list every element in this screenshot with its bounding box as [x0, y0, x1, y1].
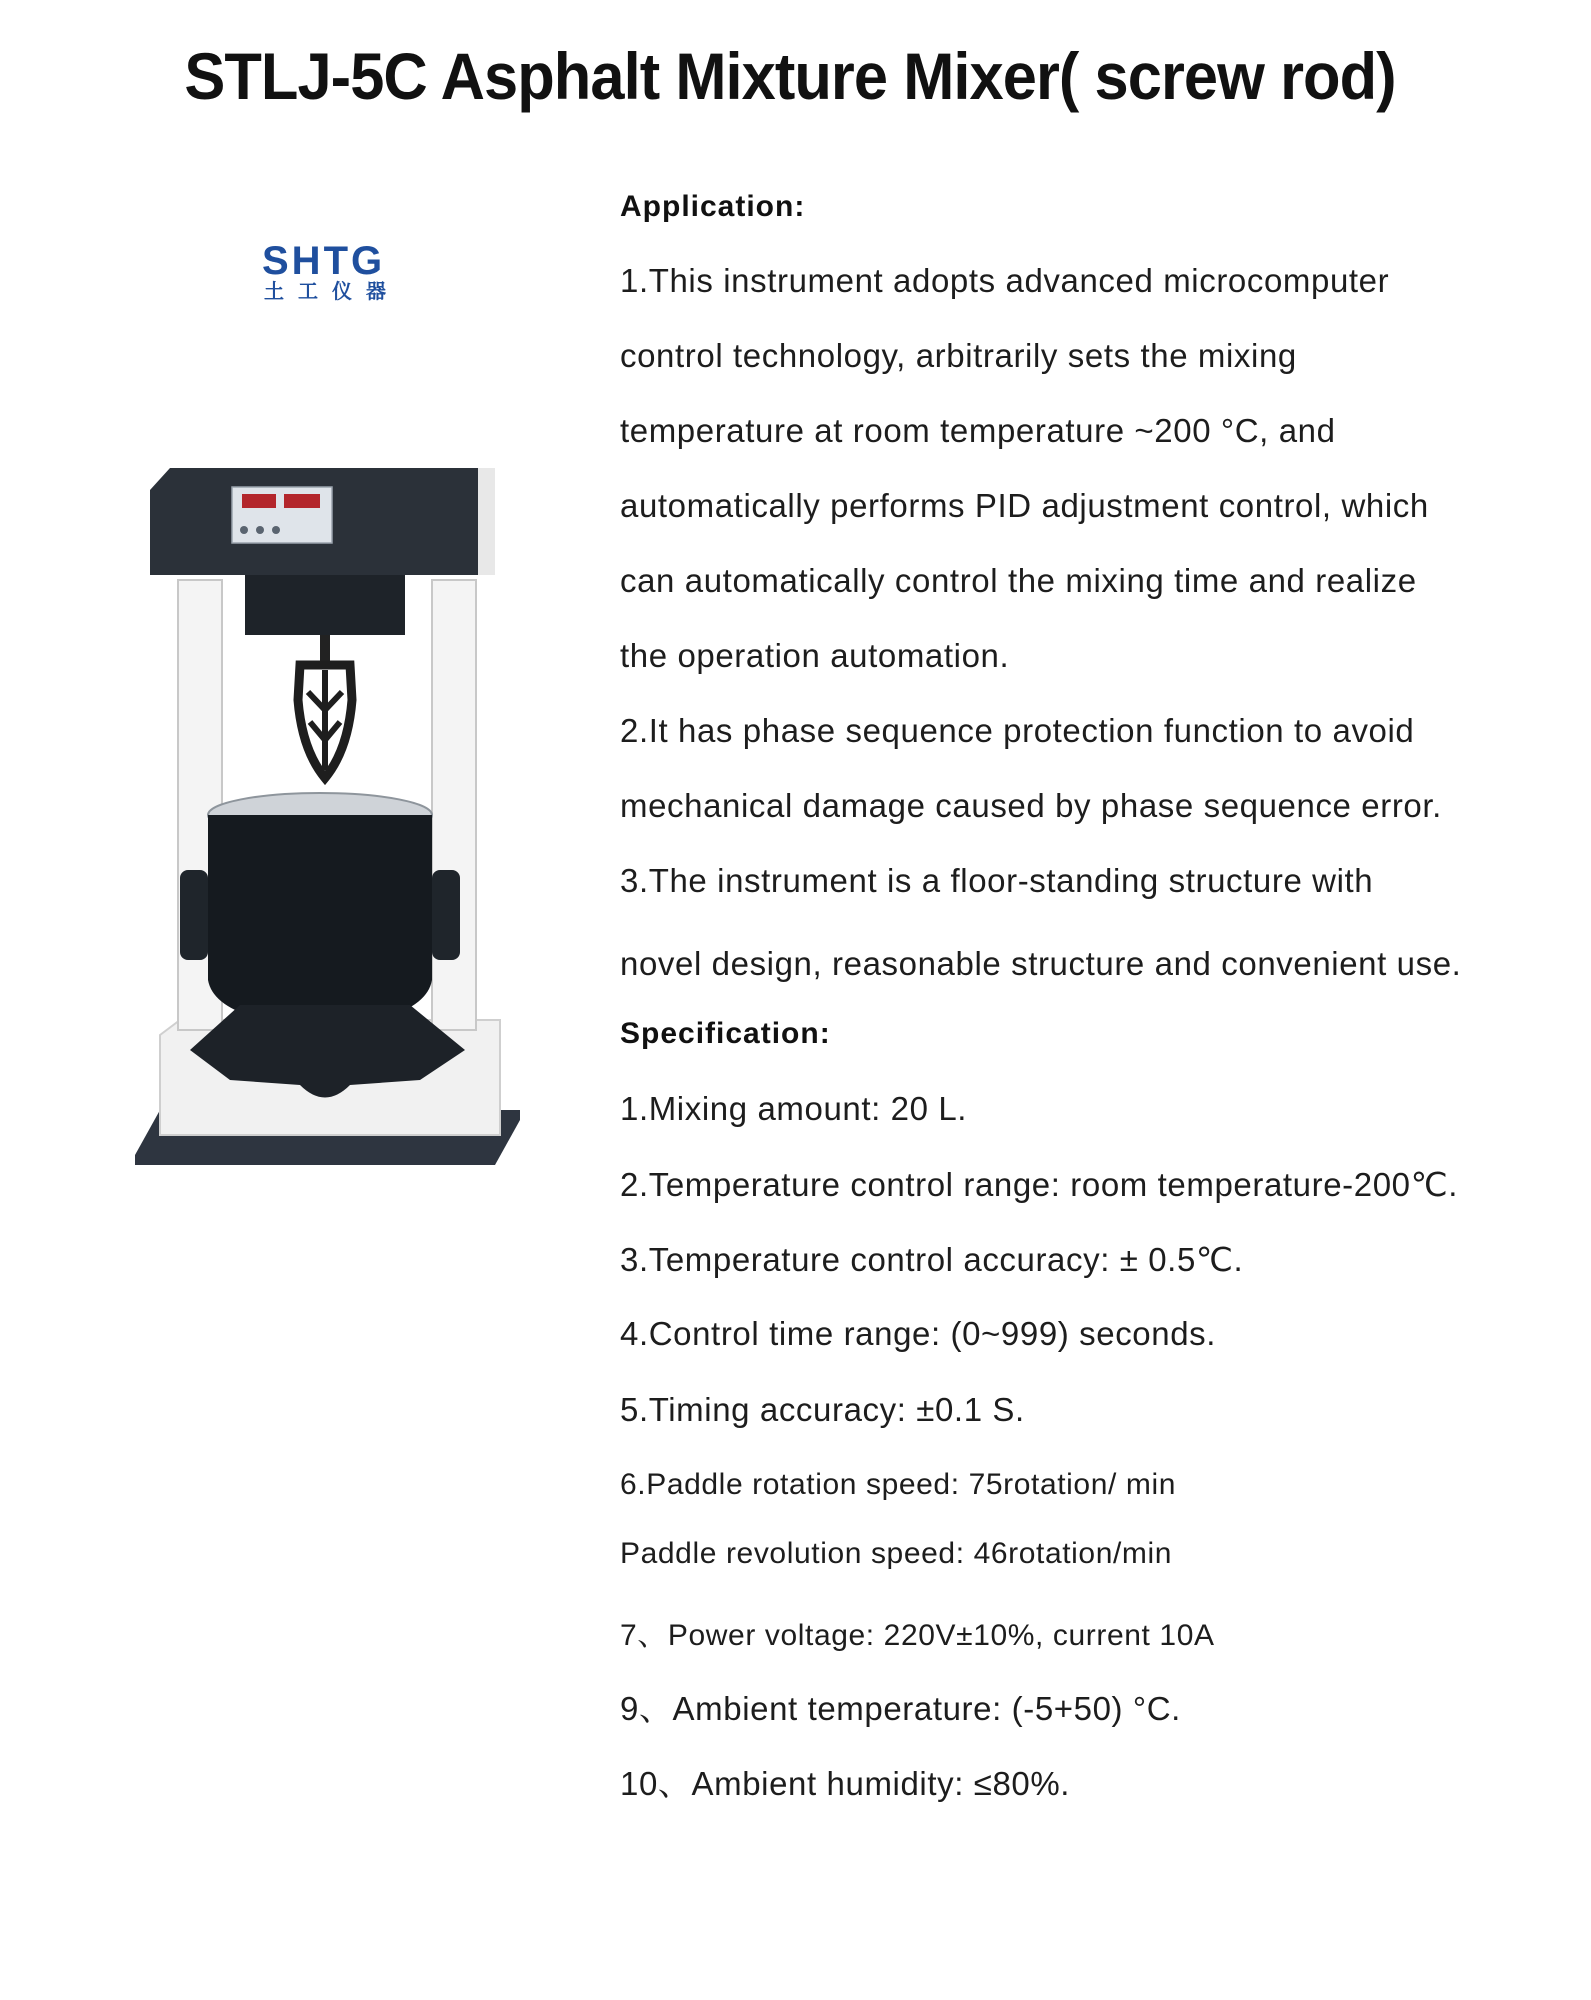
- specification-line: 6.Paddle rotation speed: 75rotation/ min: [620, 1468, 1177, 1501]
- specification-line: 4.Control time range: (0~999) seconds.: [620, 1315, 1217, 1352]
- brand-logo: [262, 239, 402, 303]
- application-line: temperature at room temperature ~200 °C, and: [620, 412, 1336, 449]
- logo-chinese-text: 土工仪器: [264, 279, 400, 303]
- application-line: the operation automation.: [620, 637, 1010, 674]
- application-line: can automatically control the mixing time and realize: [620, 562, 1417, 599]
- application-line: control technology, arbitrarily sets the mixing: [620, 337, 1297, 374]
- specification-line: Paddle revolution speed: 46rotation/min: [620, 1537, 1173, 1570]
- asphalt-mixer-image: [120, 460, 540, 1180]
- specification-line: 9、Ambient temperature: (-5+50) °C.: [620, 1690, 1181, 1727]
- right-column: [432, 580, 476, 1030]
- mixing-bowl: [208, 815, 432, 1028]
- application-heading: Application:: [620, 190, 806, 223]
- logo-wordmark: SHTG: [262, 239, 386, 283]
- application-line: automatically performs PID adjustment control, which: [620, 487, 1429, 524]
- page-title: STLJ-5C Asphalt Mixture Mixer( screw rod): [184, 39, 1396, 113]
- head-side-panel: [478, 468, 495, 575]
- application-line: 2.It has phase sequence protection function to avoid: [620, 712, 1415, 749]
- application-line: novel design, reasonable structure and convenient use.: [620, 945, 1462, 982]
- application-line: mechanical damage caused by phase sequence error.: [620, 787, 1442, 824]
- bowl-handle: [432, 870, 460, 960]
- temperature-display: [242, 494, 276, 508]
- panel-button: [240, 526, 248, 534]
- specification-line: 10、Ambient humidity: ≤80%.: [620, 1765, 1071, 1802]
- specification-line: 5.Timing accuracy: ±0.1 S.: [620, 1391, 1025, 1428]
- timer-display: [284, 494, 320, 508]
- specification-line: 2.Temperature control range: room temperature-200℃.: [620, 1166, 1459, 1203]
- application-line: 3.The instrument is a floor-standing structure with: [620, 862, 1374, 899]
- bowl-handle: [180, 870, 208, 960]
- specification-line: 3.Temperature control accuracy: ± 0.5℃.: [620, 1241, 1244, 1278]
- panel-button: [256, 526, 264, 534]
- specification-line: 7、Power voltage: 220V±10%, current 10A: [620, 1619, 1215, 1652]
- specification-heading: Specification:: [620, 1017, 831, 1050]
- motor-housing: [245, 575, 405, 635]
- specification-line: 1.Mixing amount: 20 L.: [620, 1090, 968, 1127]
- application-line: 1.This instrument adopts advanced microcomputer: [620, 262, 1390, 299]
- panel-button: [272, 526, 280, 534]
